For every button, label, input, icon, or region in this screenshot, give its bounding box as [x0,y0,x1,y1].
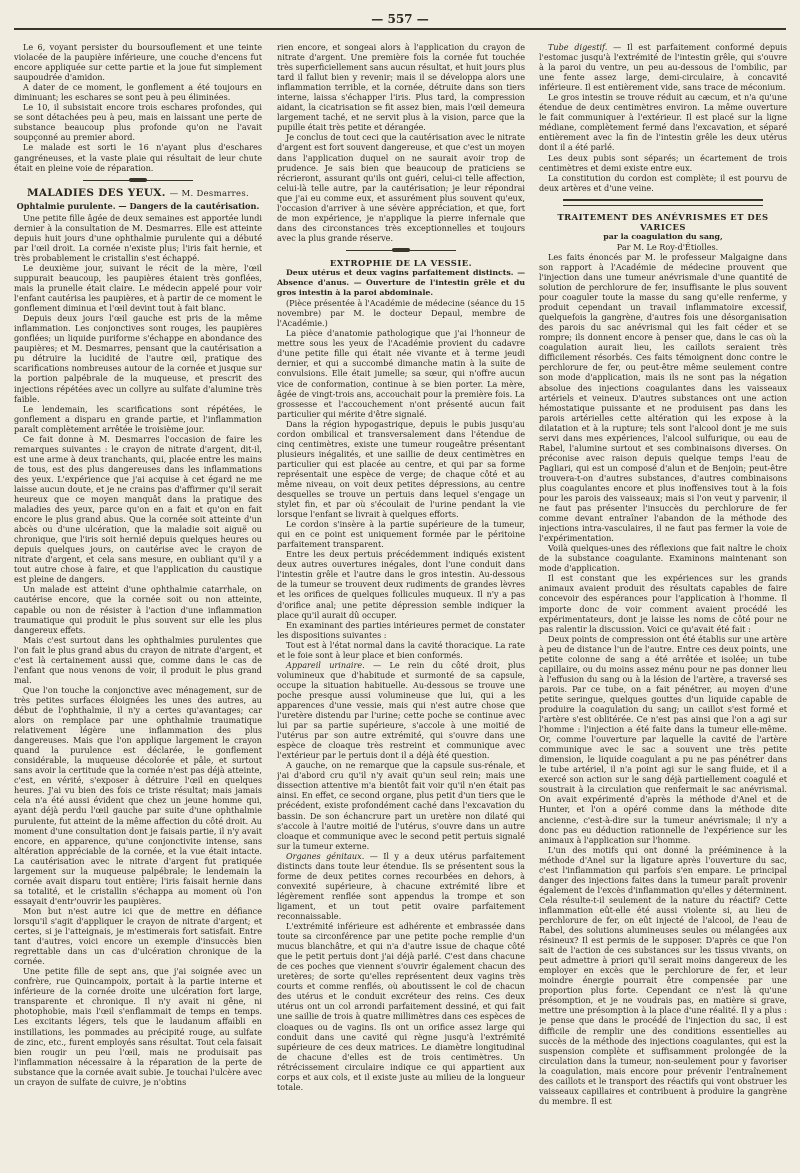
paragraph: L'extrémité inférieure est adhérente et embrassée dans toute sa circonférence par une petite poche remplie d'un mucus blanchâtre, et qui n'a d'autre issue de chaque côté que le petit pertuis dont j'ai déjà parlé. C'est dans chacune de ces poches que viennent s'ouvrir également chacun des uretères; de sorte qu'elles représentent deux vagins très courts et comme renflés, où aboutissent le col de chacun des utérus et le conduit excréteur des reins. Ces deux utérus ont un col arrondi parfaitement dessiné, et qui fait une saillie de trois à quatre millimètres dans ces espèces de cloaques ou de vagins. Ils ont un orifice assez large qui conduit dans une cavité qui règne jusqu'à l'extrémité supérieure de ces deux matrices. Le diamètre longitudinal de chacune d'elles est de trois centimètres. Un rétrécissement circulaire indique ce qui appartient aux corps et aux cols, et il existe juste au milieu de la longueur totale. [277,921,525,1092]
article-author: Par M. Le Roy-d'Étiolles. [616,241,719,252]
column-1 [14,42,262,1162]
section-heading: TRAITEMENT DES ANÉVRISMES ET DES VARICES [557,211,769,232]
paragraph: Je conclus de tout ceci que la cautérisation avec le nitrate d'argent est fort souvent dangereuse, et que c'est un moyen dans l'application duquel on ne saurait avoir trop de prudence. Je sais bien que beaucoup de praticiens se récrieront, assurant qu'ils ont guéri, celui-ci telle affection, celui-là telle autre, par la cautérisation; je leur répondrai que j'ai eu comme eux, et assurément plus souvent qu'eux, l'occasion d'arriver à une sévère appréciation, et que, fort de mon expérience, je n'applique la pierre infernale que dans des circonstances très exceptionnelles et toujours avec la plus grande réserve. [277,132,525,243]
paragraph [277,851,525,921]
paragraph: En examinant des parties intérieures permet de constater les dispositions suivantes : [277,619,525,640]
paragraph: Les deux pubis sont séparés; un écartement de trois centimètres et demi existe entre eux. [539,152,787,173]
paragraph: Le cordon s'insère à la partie supérieure de la tumeur, qui en ce point est uniquement formée par le péritoine parfaitement transparent. [277,519,525,550]
paragraph: rien encore, et songeai alors à l'application du crayon de nitrate d'argent. Une première fois la cornée fut touchée très superficiellement sans aucun résultat, et huit jours plus tard il fallut bien y revenir; mais il se développa alors une inflammation terrible, et la cornée, détruite dans son tiers interne, laissa s'échapper l'iris. Plus tard, la compression aidant, la cicatrisation se fit assez bien, mais l'œil demeura largement taché, et ne servit plus à la vision, parce que la pupille était très petite et dérangée. [277,42,525,133]
section-subheading: Ophtalmie purulente. — Dangers de la cautérisation. [16,200,260,211]
paragraph: Depuis deux jours l'œil gauche est pris de la même inflammation. Les conjonctives sont rouges, les paupières gonflées; un liquide puriforme s'échappe en abondance des paupières; et M. Desmarres, pensant que la cautérisation a pu détruire la lucidité de l'autre œil, pratique des scarifications nombreuses autour de la cornée et jusque sur la portion palpébrale de la muqueuse, et prescrit des injections répétées avec un collyre au sulfate d'alumine très faible. [14,313,262,404]
section-ornament [346,248,456,253]
paragraph: Les faits énoncés par M. le professeur Malgaigne dans son rapport à l'Académie de médecine prouvent que l'injection dans une tumeur anévrismale d'une quantité de solution de perchlorure de fer, insuffisante le plus souvent pour coaguler toute la masse du sang qu'elle renferme, y produit cependant un travail inflammatoire excessif, quelquefois la gangrène, d'autres fois une désorganisation des parois du sac anévrismal qui les fait céder et se rompre; ils donnent encore à penser que, dans le cas où la coagulation aurait lieu, les caillots seraient très difficilement résorbés. Ces faits témoignent donc contre le perchlorure de fer, ou peut-être même seulement contre son mode d'application, mais ils ne sont pas la négation absolue des injections coagulantes dans les vaisseaux artériels et veineux. D'autres substances ont une action hémostatique puissante et ne produisent pas dans les parois artérielles cette altération qui les expose à la dilatation et à la rupture; tels sont l'alcool dont je me suis servi dans mes expériences, l'alcool sulfurique, ou eau de Rabel, l'alumine surtout et ses combinaisons diverses. On préconise avec raison depuis quelque temps l'eau de Pagliari, qui est un composé d'alun et de Benjoin; peut-être trouvera-t-on d'autres substances, d'autres combinaisons plus coagulantes encore et plus inoffensives tout à la fois pour les parois des vaisseaux; mais si l'on veut y parvenir, il ne faut pas présenter l'insuccès du perchlorure de fer comme devant entraîner l'abandon de la méthode des injections intra-vasculaires, il ne faut pas fermer la voie de l'expérimentation. [539,251,787,544]
section-ornament [83,178,193,183]
paragraph: Voilà quelques-unes des réflexions que fait naître le choix de la substance coagulante. Examinons maintenant son mode d'application. [539,543,787,574]
paragraph: Le malade est sorti le 16 n'ayant plus d'eschares gangréneuses, et la vaste plaie qui résultait de leur chute était en pleine voie de réparation. [14,142,262,173]
paragraph: Une petite fille âgée de deux semaines est apportée lundi dernier à la consultation de M. Desmarres. Elle est atteinte depuis huit jours d'une ophthalmie purulente qui a débuté par l'œil droit. La cornée n'existe plus; l'iris fait hernie, et très probablement le cristallin s'est échappé. [14,212,262,263]
run-in-heading: Organes génitaux. [286,850,365,861]
paragraph-text: — Le rein du côté droit, plus volumineux que d'habitude et surmonté de sa capsule, occupe la situation habituelle. Au-dessous se trouve une poche presque aussi volumineuse que lui, qui a les apparences d'une vessie, mais qui n'est autre chose que l'uretère distendu par l'urine; cette poche se continue avec lui par sa partie supérieure, s'accole à une moitié de l'utérus par son autre extrémité, qui s'ouvre dans une espèce de cloaque très restreint et communique avec l'extérieur par le pertuis dont il a déjà été question. [277,659,525,761]
paragraph: A dater de ce moment, le gonflement a été toujours en diminuant; les eschares se sont peu à peu éliminées. [14,82,262,103]
paragraph: Le 6, voyant persister du boursouflement et une teinte violacée de la paupière inférieure, une couche d'encens fut encore appliquée sur cette partie et la joue fut simplement saupoudrée d'amidon. [14,42,262,83]
paragraph: Deux points de compression ont été établis sur une artère à peu de distance l'un de l'autre. Entre ces deux points, une petite colonne de sang a été arrêtée et isolée; un tube capillaire, ou du moins assez ménu pour ne pas donner lieu à l'effusion du sang ou à la lésion de l'artère, a traversé ses parois. Par ce tube, on a fait pénétrer, au moyen d'une petite seringue, quelques gouttes d'un liquide capable de produire la coagulation du sang; un caillot s'est formé et l'artère s'est oblitérée. Ce n'est pas ainsi que l'on a agi sur l'homme : l'injection a été faite dans la tumeur elle-même. Or, comme l'ouverture par laquelle la cavité de l'artère communique avec le sac a souvent une très petite dimension, le liquide coagulant a pu ne pas pénétrer dans le tube artériel, il n'a point agi sur le sang fluide, et il a exercé son action sur le sang déjà partiellement coagulé et soustrait à la circulation que renfermait le sac anévrismal. On avait expérimenté d'après la méthode d'Anel et de Hunter, et l'on a opéré comme dans la méthode dite ancienne, c'est-à-dire sur la tumeur anévrismale; il n'y a donc pas eu déduction rationnelle de l'expérience sur les animaux à l'application sur l'homme. [539,633,787,845]
run-in-heading: Appareil urinaire. [286,659,365,670]
section-rule [563,199,763,206]
source-note: (Pièce présentée à l'Académie de médecine (séance du 15 novembre) par M. le docteur Depaul, membre de l'Académie.) [277,298,525,329]
section-heading: EXTROPHIE DE LA VESSIE. [329,257,473,268]
paragraph: A gauche, on ne remarque que la capsule sus-rénale, et j'ai d'abord cru qu'il n'y avait qu'un seul rein; mais une dissection attentive m'a bientôt fait voir qu'il n'en était pas ainsi. En effet, ce second organe, plus petit d'un tiers que le précédent, existe profondément caché dans l'excavation du bassin. De son échancrure part un uretère non dilaté qui s'accole à l'autre moitié de l'utérus, s'ouvre dans un autre cloaque et communique avec le second petit pertuis signalé sur la tumeur externe. [277,760,525,851]
paragraph: Que l'on touche la conjonctive avec ménagement, sur de très petites surfaces éloignées les unes des autres, au début de l'ophthalmie, il n'y a certes qu'avantages; car alors on remplace par une ophthalmie traumatique relativement légère une inflammation des plus dangereuses. Mais que l'on applique largement le crayon quand la purulence est déclarée, le gonflement considérable, la muqueuse décolorée et pâle, et surtout sans avoir la certitude que la cornée n'est pas déjà atteinte, c'est, en vérité, s'exposer à détruire l'œil en quelques heures. J'ai vu bien des fois ce triste résultat; mais jamais cela n'a été aussi évident que chez un jeune homme qui, ayant déjà perdu l'œil gauche par suite d'une ophthalmie purulente, fut atteint de la même affection du côté droit. Au moment d'une consultation dont je faisais partie, il n'y avait encore, en apparence, qu'une conjonctivite intense, sans altération appréciable de la cornée, et la vue était intacte. La cautérisation avec le nitrate d'argent fut pratiquée largement sur la muqueuse palpébrale; le lendemain la cornée avait disparu tout entière; l'iris faisait hernie dans sa totalité, et le cristallin s'échappa au moment où l'on essayait d'entr'ouvrir les paupières. [14,684,262,906]
paragraph: Le gros intestin se trouve réduit au cæcum, et n'a qu'une étendue de deux centimètres environ. La même ouverture le fait communiquer à l'extérieur. Il est placé sur la ligne médiane, complètement fermé dans l'excavation, et séparé entièrement avec la fin de l'intestin grêle les deux utérus dont il a été parlé. [539,92,787,153]
paragraph: Mon but n'est autre ici que de mettre en défiance lorsqu'il s'agit d'appliquer le crayon de nitrate d'argent; et certes, si je l'atteignais, je m'estimerais fort satisfait. Entre tant d'autres, voici encore un exemple d'insuccès bien regrettable dans un cas d'ulcération chronique de la cornée. [14,905,262,967]
section-subheading: Deux utérus et deux vagins parfaitement distincts. — Absence d'anus. — Ouverture de l'intestin grêle et du gros intestin à la paroi abdominale. [277,267,525,298]
header-rule [14,28,786,30]
paragraph: Tout est à l'état normal dans la cavité thoracique. La rate et le foie sont à leur place et bien conformés. [277,639,525,660]
paragraph [539,42,787,92]
page-number: — 557 — [371,12,429,26]
section-subheading: par la coagulation du sang, [603,231,723,241]
paragraph: Entre les deux pertuis précédemment indiqués existent deux autres ouvertures inégales, dont l'une conduit dans l'intestin grêle et l'autre dans le gros intestin. Au-dessous de la tumeur se trouvent deux rudiments de grandes lèvres et les orifices de quelques follicules muqueux. Il n'y a pas d'orifice anal; une petite dépression semble indiquer la place qu'il aurait dû occuper. [277,549,525,620]
paragraph: Un malade est atteint d'une ophthalmie catarrhale, on cautérise encore, que la cornée soit ou non atteinte, capable ou non de résister à l'action d'une inflammation traumatique qui produit le plus souvent sur elle les plus dangereux effets. [14,584,262,635]
paragraph: Une petite fille de sept ans, que j'ai soignée avec un confrère, rue Quincampoix, portait à la partie interne et inférieure de la cornée droite une ulcération fort large, transparente et chronique. Il n'y avait ni gêne, ni photophobie, mais l'œil s'enflammait de temps en temps. Les excitants légers, tels que le laudanum affaibli en instillations, les pommades au précipité rouge, au sulfate de zinc, etc., furent employés sans résultat. Tout cela faisait bien rougir un peu l'œil, mais ne produisait pas l'inflammation nécessaire à la réparation de la perte de substance que la cornée avait subie. Je touchai l'ulcère avec un crayon de sulfate de cuivre, je n'obtins [14,966,262,1087]
paragraph: Mais c'est surtout dans les ophthalmies purulentes que l'on fait le plus grand abus du crayon de nitrate d'argent, et c'est là certainement aussi que, comme dans le cas de l'enfant que nous venons de voir, il produit le plus grand mal. [14,634,262,685]
column-3 [539,42,787,1162]
paragraph: La constitution du cordon est complète; il est pourvu de deux artères et d'une veine. [539,172,787,193]
paragraph: La pièce d'anatomie pathologique que j'ai l'honneur de mettre sous les yeux de l'Académie provient du cadavre d'une petite fille qui était née vivante et à terme jeudi dernier, et qui a succombé dimanche matin à la suite de convulsions. Elle était jumelle; sa sœur, qui n'offre aucun vice de conformation, continue à se bien porter. La mère, âgée de vingt-trois ans, accouchait pour la première fois. La grossesse et l'accouchement n'ont présenté aucun fait particulier qui mérite d'être signalé. [277,328,525,419]
paragraph [277,660,525,760]
paragraph-text: — Il est parfaitement conformé depuis l'estomac jusqu'à l'extrémité de l'intestin grêle, qui s'ouvre à la paroi du ventre, un peu au-dessous de l'ombilic, par une fente assez large, demi-circulaire, à concavité inférieure. Il est entièrement vide, sans trace de méconium. [539,42,787,93]
paragraph: L'un des motifs qui ont donné la prééminence à la méthode d'Anel sur la ligature après l'ouverture du sac, c'est l'inflammation qui parfois s'en empare. Le principal danger des injections faites dans la tumeur paraît provenir également de l'excès d'inflammation qu'elles y déterminent. Cela résulte-t-il seulement de la nature du réactif? Cette inflammation eût-elle été aussi violente si, au lieu de perchlorure de fer, on eût injecté de l'alcool, de l'eau de Rabel, des solutions alumineuses seules ou mélangées aux résineux? Il est permis de le supposer. D'après ce que l'on sait de l'action de ces substances sur les tissus vivants, on peut admettre à priori qu'il serait moins dangereux de les employer en excès que le perchlorure de fer, et leur moindre énergie pourrait être compensée par une proportion plus forte. Cependant ce n'est là qu'une présomption, et je ne voudrais pas, en matière si grave, mettre une présomption à la place d'une réalité. Il y a plus : je pense que dans le procédé de l'injection du sac, il est difficile de remplir une des conditions essentielles au succès de la méthode des injections coagulantes, qui est la suspension complète et suffisamment prolongée de la circulation dans la tumeur, non-seulement pour y favoriser la coagulation, mais encore pour prévenir l'entraînement des caillots et le transport des réactifs qui vont obstruer les vaisseaux capillaires et contribuent à produire la gangrène du membre. Il est [539,844,787,1106]
section-heading [14,188,262,199]
paragraph-text: — Il y a deux utérus parfaitement distincts dans toute leur étendue. Ils se présentent sous la forme de deux petites cornes recourbées en dehors, à convexité supérieure, à chacune extrémité libre et légèrement renflée sont appendus la trompe et son ligament, et un tout petit ovaire parfaitement reconnaissable. [277,850,525,921]
paragraph: Il est constant que les expériences sur les grands animaux avaient produit des résultats capables de faire concevoir des espérances pour l'application à l'homme. Il importe donc de voir comment avaient procédé les expérimentateurs, dont je laisse les noms de côté pour ne pas ralentir la discussion. Voici ce qu'avait été fait : [539,573,787,634]
run-in-heading: Tube digestif. [548,42,608,52]
paragraph: Ce fait donne à M. Desmarres l'occasion de faire les remarques suivantes : le crayon de nitrate d'argent, dit-il, est une arme à deux tranchants, qui, placée entre les mains de tous, est des plus dangereuses dans les inflammations des yeux. L'expérience que j'ai acquise à cet égard ne me laisse aucun doute, et je ne crains pas d'affirmer qu'il serait heureux que ce moyen manquât dans la pratique des maladies des yeux, parce qu'on en a fait et qu'on en fait encore le plus grand abus. Que la cornée soit atteinte d'un abcès ou d'une ulcération, que la maladie soit aiguë ou chronique, que l'iris soit hernié depuis quelques heures ou depuis quelques jours, on cautérise avec le crayon de nitrate d'argent, et cela sans mesure, en oubliant qu'il y a tout autre chose à faire, et que l'application du caustique est pleine de dangers. [14,433,262,585]
column-2 [277,42,525,1162]
section-title: MALADIES DES YEUX. [26,186,166,199]
section-author: — M. Desmarres. [169,188,250,199]
paragraph: Le 10, il subsistait encore trois eschares profondes, qui se sont détachées peu à peu, mais en laissant une perte de substance beaucoup plus profonde qu'on ne l'avait soupçonné au premier abord. [14,102,262,143]
paragraph: Le deuxième jour, suivant le récit de la mère, l'œil suppurait beaucoup, les paupières étaient très gonflées, mais la prunelle était claire. Le médecin appelé pour voir l'enfant cautérisa les paupières, et à partir de ce moment le gonflement diminua et l'œil devint tout à fait blanc. [14,262,262,314]
paragraph: Le lendemain, les scarifications sont répétées, le gonflement a disparu en grande partie, et l'inflammation paraît complètement arrêtée le troisième jour. [14,403,262,434]
paragraph: Dans la région hypogastrique, depuis le pubis jusqu'au cordon ombilical et transversalement dans l'étendue de cinq centimètres, existe une tumeur rougeâtre présentant plusieurs inégalités, et une saillie de deux centimètres en particulier qui est placée au centre, et qui par sa forme représentait une espèce de verge; de chaque côté et au même niveau, on voit deux petites dépressions, au centre desquelles se trouve un pertuis dans lequel s'engage un stylet fin, et par où s'écoulait de l'urine pendant la vie lorsque l'enfant se livrait à quelques efforts. [277,418,525,520]
page-header [0,8,800,30]
